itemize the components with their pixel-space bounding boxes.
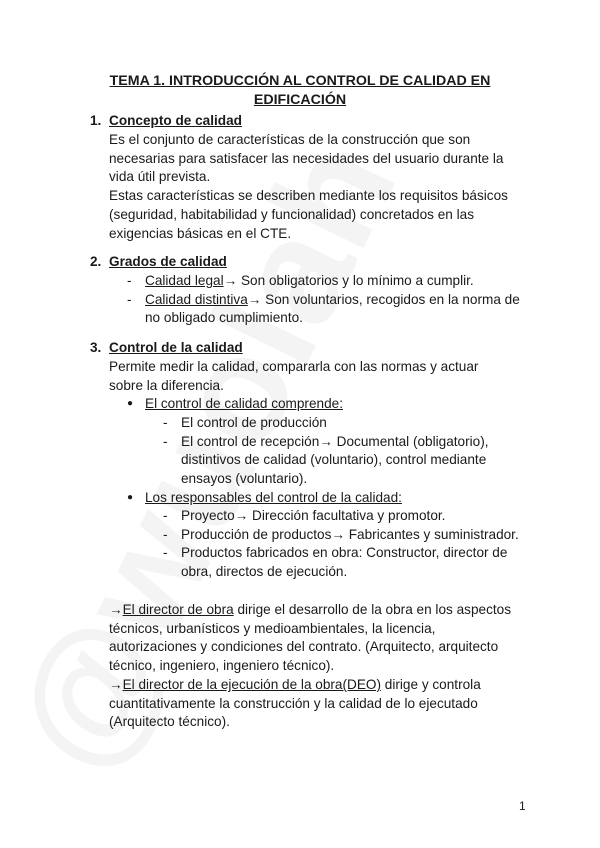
list-item: [127, 291, 527, 328]
paragraph-text: dirige el desarrollo de la obra en los aspectos técnicos, urbanísticos y medioambientales, la licencia, autorizaciones y condiciones del contrato. (Arquitecto, arquitecto técnico, ingeniero, ingeniero técnico).: [109, 602, 511, 674]
section-1-paragraph-2: Estas características se describen mediante los requisitos básicos (seguridad, habitabilidad y funcionalidad) concretados en las exigencias básicas en el CTE.: [109, 188, 508, 241]
control-components-list: [163, 414, 528, 489]
paragraph-text: dirige y controla cuantitativamente la construcción y la calidad de lo ejecutado (Arquitecto técnico).: [109, 677, 481, 730]
responsibles-list: [163, 507, 528, 582]
arrow: →: [109, 677, 123, 692]
section-3-number: 3.: [90, 340, 102, 355]
director-obra-paragraph: [109, 601, 521, 676]
bullet-label: El control de calidad comprende:: [145, 396, 343, 411]
list-item: - Producción de productos→ Fabricantes y suministrador.: [163, 526, 528, 545]
item-text: → Son obligatorios y lo mínimo a cumplir.: [223, 273, 474, 288]
list-item: - El control de producción: [163, 414, 528, 433]
deo-paragraph: [109, 676, 514, 732]
term-calidad-legal: Calidad legal: [145, 273, 224, 288]
bullet-control-comprende: [127, 395, 527, 414]
document-title: [90, 72, 510, 110]
term-deo: El director de la ejecución de la obra(DEO): [122, 677, 382, 692]
bullet-responsables: [127, 489, 527, 508]
section-1-paragraph-1: Es el conjunto de características de la construcción que son necesarias para satisfacer las necesidades del usuario durante la vida útil prevista.: [109, 132, 504, 185]
section-1-body: [109, 131, 527, 243]
list-item: - El control de recepción→ Documental (obligatorio), distintivos de calidad (voluntario), control mediante ensayos (voluntario).: [163, 433, 528, 489]
section-1-title: Concepto de calidad: [109, 113, 242, 128]
section-3-title: Control de la calidad: [109, 340, 243, 355]
title-line-1: TEMA 1. INTRODUCCIÓN AL CONTROL DE CALIDAD EN: [109, 73, 491, 89]
section-1-heading: [90, 112, 242, 131]
list-item: [127, 272, 527, 291]
term-director-obra: El director de obra: [122, 602, 234, 617]
bullet-label: Los responsables del control de la calidad:: [145, 490, 402, 505]
section-3-intro: Permite medir la calidad, compararla con las normas y actuar sobre la diferencia.: [109, 359, 479, 393]
section-2-heading: [90, 253, 227, 272]
list-item: - Productos fabricados en obra: Constructor, director de obra, directos de ejecución.: [163, 544, 528, 581]
quality-grades-list: [127, 272, 527, 328]
page-number: 1: [519, 799, 526, 813]
title-line-2: EDIFICACIÓN: [253, 92, 347, 108]
arrow: →: [109, 602, 123, 617]
list-item: - Proyecto→ Dirección facultativa y promotor.: [163, 507, 528, 526]
section-2-title: Grados de calidad: [109, 254, 227, 269]
section-3-heading: [90, 339, 243, 358]
section-2-number: 2.: [90, 254, 102, 269]
item-text: → Son voluntarios, recogidos en la norma de no obligado cumplimiento.: [145, 291, 520, 326]
term-calidad-distintiva: Calidad distintiva: [145, 291, 248, 307]
section-1-number: 1.: [90, 113, 102, 128]
